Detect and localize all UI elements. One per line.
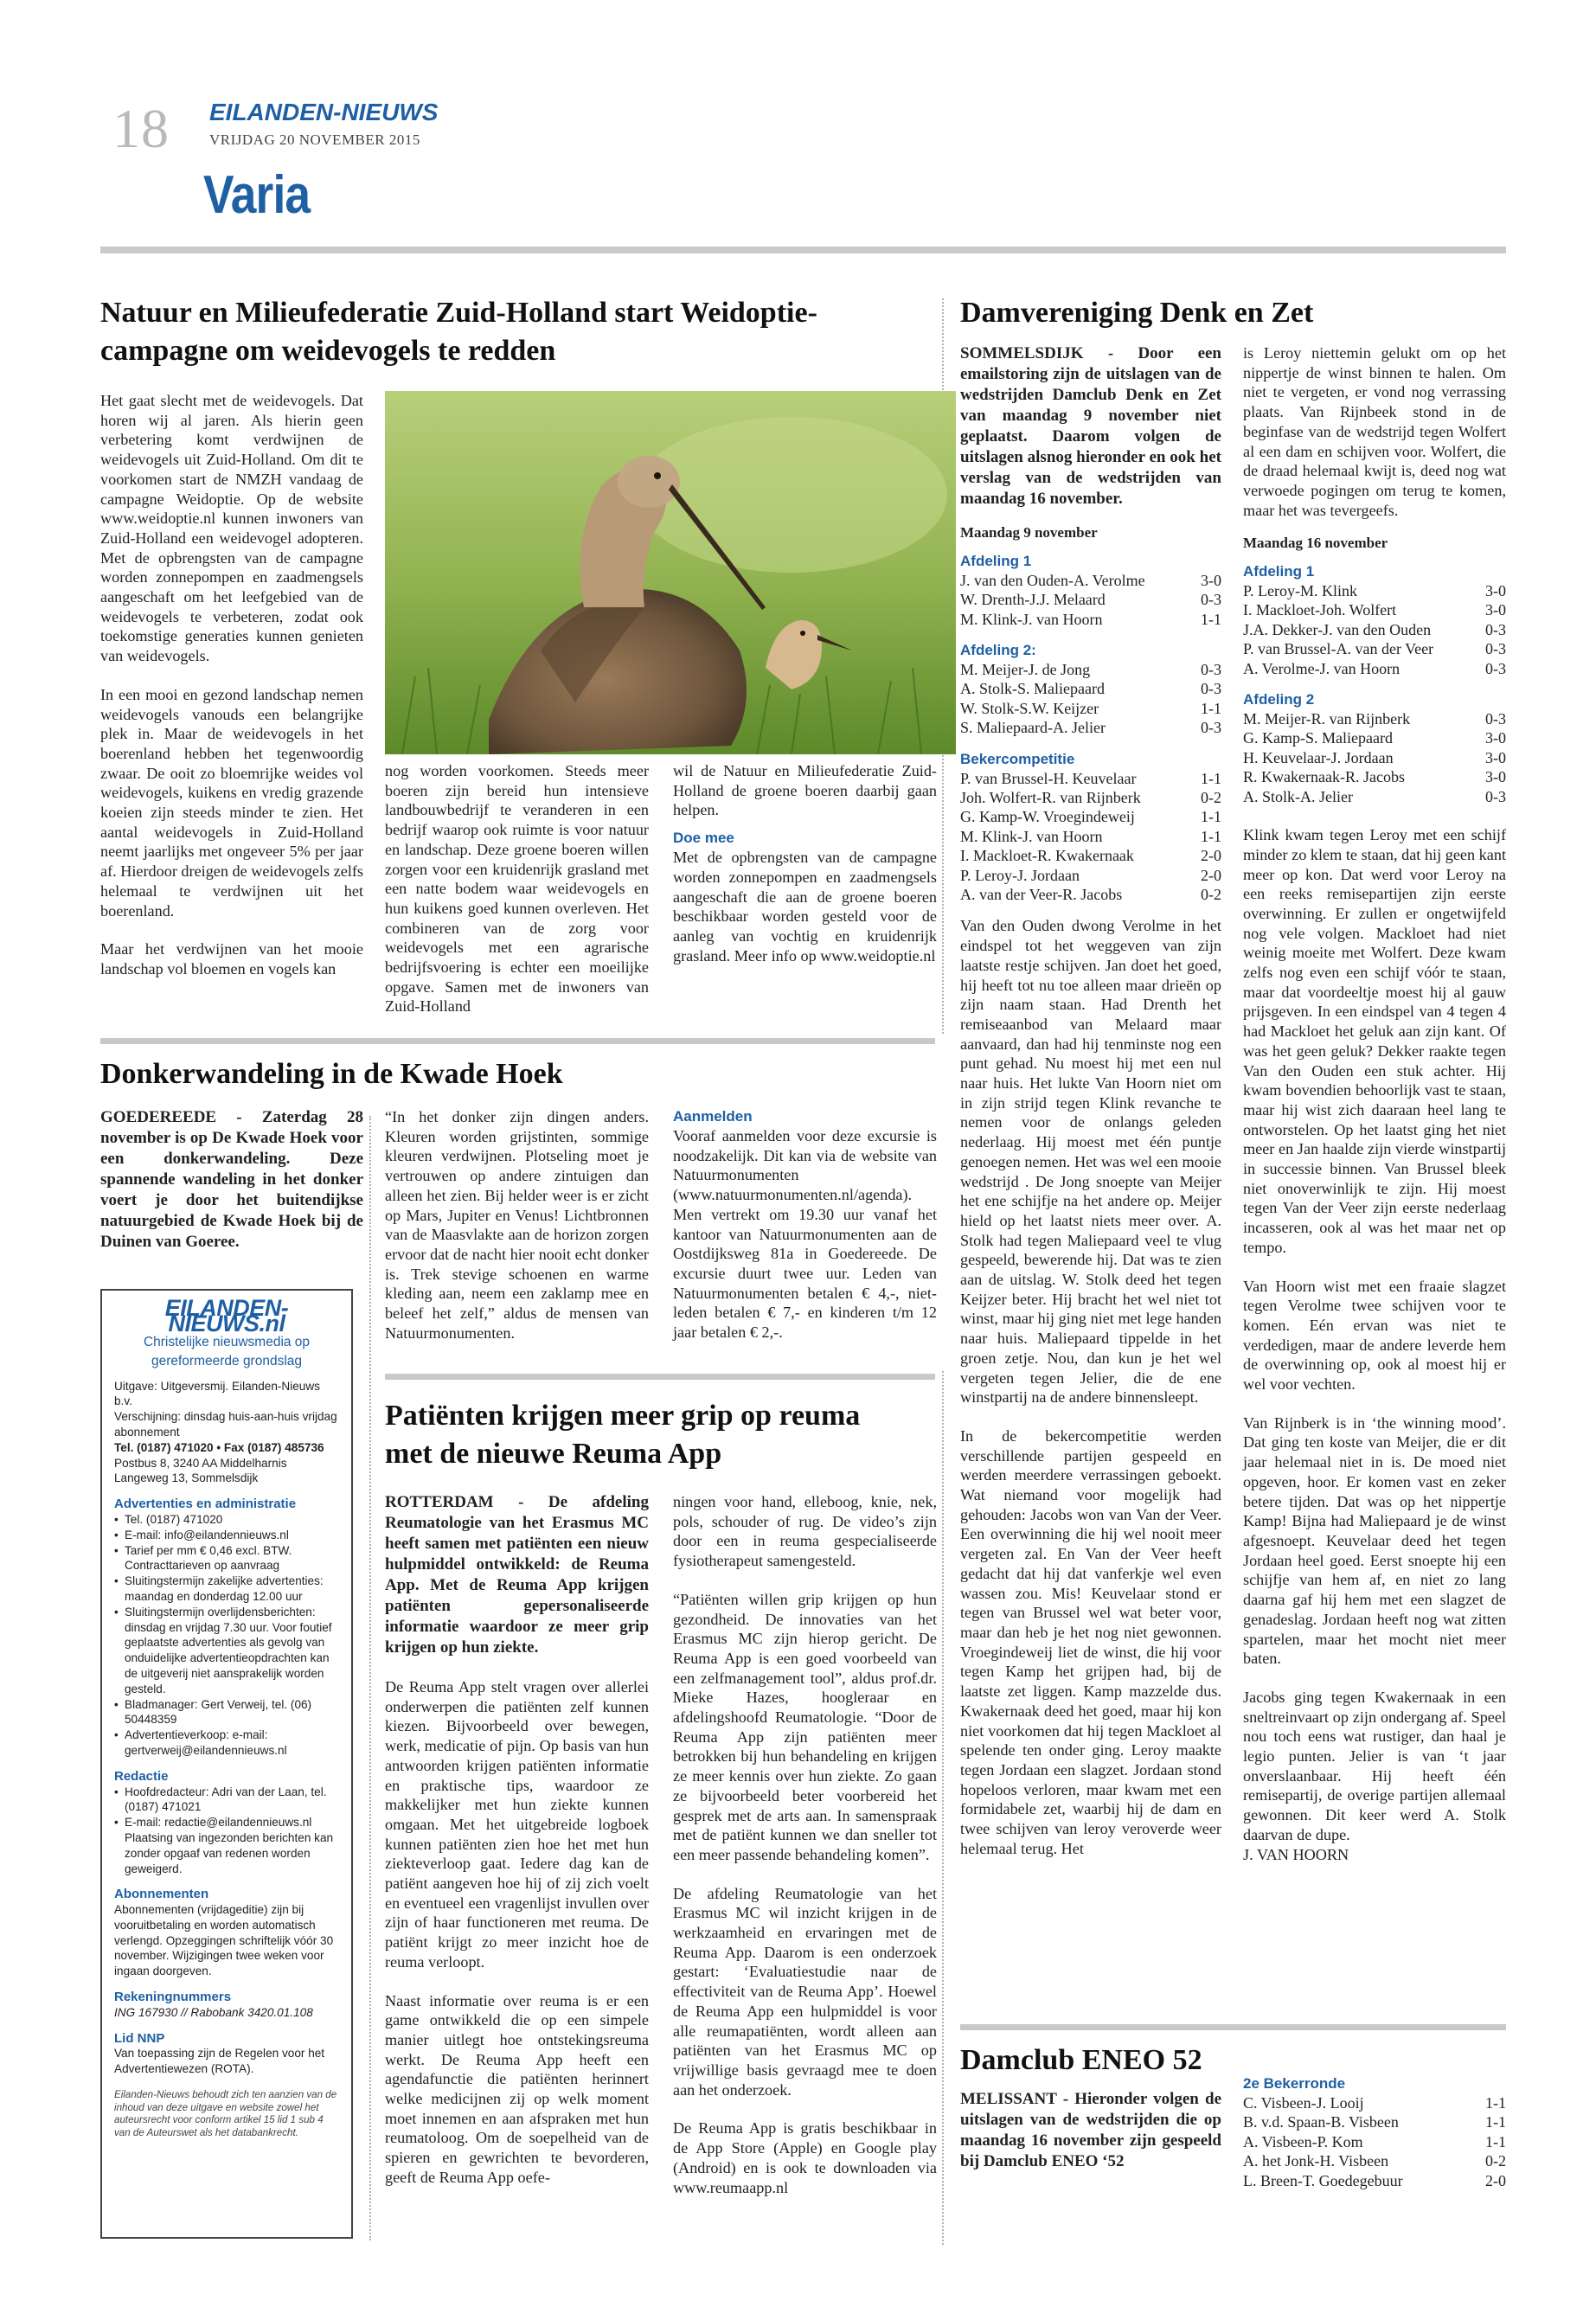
- match-score: 3-0: [1485, 729, 1506, 747]
- match-score: 3-0: [1485, 768, 1506, 786]
- phone-fax: Tel. (0187) 471020 • Fax (0187) 485736: [114, 1440, 324, 1454]
- result-row: [960, 571, 1221, 590]
- newspaper-logo: EILANDEN-NIEUWS: [209, 99, 439, 125]
- street-address: Langeweg 13, Sommelsdijk: [114, 1471, 259, 1485]
- match-players: G. Kamp-S. Maliepaard: [1243, 729, 1393, 747]
- list-item: • Bladmanager: Gert Verweij, tel. (06) 50448359: [114, 1697, 339, 1728]
- match-players: M. Meijer-R. van Rijnberk: [1243, 710, 1411, 728]
- match-players: P. van Brussel-A. van der Veer: [1243, 640, 1434, 658]
- article-column: [385, 1107, 649, 1362]
- advertising-list: [114, 1512, 339, 1759]
- result-row: [1243, 600, 1506, 619]
- result-row: [1243, 639, 1506, 658]
- result-row: [960, 788, 1221, 807]
- postal-address: Postbus 8, 3240 AA Middelharnis: [114, 1456, 287, 1470]
- match-players: P. van Brussel-H. Keuvelaar: [960, 769, 1137, 787]
- article-column: [673, 1107, 937, 1362]
- paragraph: Het gaat slecht met de weidevogels. Dat horen wij al jaren. Als hierin geen verbetering komt verdwijnen de weidevogels uit Zuid-Holland. Om dit te voorkomen start de NMZH vandaag de campagne Weidoptie. Op de website www.weidoptie.nl kunnen inwoners van Zuid-Holland een weidevogel adopteren. Met de opbrengsten van de campagne worden zonnepompen en zaadmengsels aangeschaft om het leefgebied van de weidevogels te verbeteren, zodat ook toekomstige generaties kunnen genieten van weidevogels.: [100, 392, 363, 665]
- match-score: 3-0: [1485, 601, 1506, 619]
- paragraph: Jacobs ging tegen Kwakernaak in een sneltreinvaart op zijn ondergang af. Speel nou toch eens wat rustiger, dan haal je legio punten. Jelier is van ‘t jaar onverslaanbaar. Hij heeft één remisepartij, de overige partijen allemaal gewonnen. Dit keer werd A. Stolk daarvan de dupe.: [1243, 1688, 1506, 1843]
- match-score: 1-1: [1201, 827, 1221, 845]
- subheading: Aanmelden: [673, 1108, 753, 1125]
- section-title: Varia: [203, 165, 311, 225]
- result-row: [960, 827, 1221, 846]
- result-row: [1243, 767, 1506, 786]
- article-lead: ROTTERDAM - De afdeling Reumatologie van het Erasmus MC heeft samen met patiënten een nieuw hulpmiddel ontwikkeld: de Reuma App. Met de Reuma App krijgen patiënten gepersonaliseerde informatie waardoor ze meer grip krijgen op hun ziekte.: [385, 1493, 649, 1657]
- colophon-subhead: Redactie: [114, 1768, 169, 1784]
- paragraph: “In het donker zijn dingen anders. Kleuren worden grijstinten, sommige kleuren verdwijnen. Plotseling moet je vertrouwen op andere zintuigen dan alleen het zien. Bij helder weer is er zicht op Mars, Jupiter en Venus! Lichtbronnen van de Maasvlakte aan de horizon zorgen ervoor dat de nacht hier nooit echt donker is. Trek stevige schoenen en warme kleding aan, neem een zaklamp mee en beleef het zelf,” aldus de mensen van Natuurmonumenten.: [385, 1108, 649, 1342]
- result-row: [960, 660, 1221, 679]
- subheading: Doe mee: [673, 830, 734, 847]
- page-number: 18: [112, 98, 170, 159]
- article-headline: Damclub ENEO 52: [960, 2044, 1202, 2076]
- list-item: • E-mail: info@eilandennieuws.nl: [114, 1528, 339, 1543]
- paragraph: Van den Ouden dwong Verolme in het eindspel tot het weggeven van zijn laatste restje schijven. Jan doet het goed, hij heeft tot nu toe alleen maar drieën op zijn naam staan. Had Drenth het remiseaanbod van Melaard maar aanvaard, dan had hij tenminste nog een punt gehad. Nu moest hij met een nul naar huis. Het lukte Van Hoorn niet om in zijn strijd tegen Klink revanche te nemen voor de onlangs geleden nederlaag. Hij moest met één puntje genoegen nemen. Het was wel een mooie wedstrijd . De Jong snoepte van Meijer het ene schijfje na het andere op. Meijer hield op het laatst niets meer over. A. Stolk had tegen Maliepaard veel te vlug gespeeld, bewerende hij. Dat was te zien aan de uitslag. W. Stolk deed het tegen Keijzer beter. Hij bracht het wel niet tot winst, maar hij ging niet met lege handen naar huis. Maliepaard tippelde in het groen zetje. Nou, dan kun je het wel vergeten tegen Jelier, die de ene winstpartij na de andere binnensleept.: [960, 917, 1221, 1407]
- match-score: 0-3: [1201, 591, 1221, 609]
- date-heading: Maandag 16 november: [1243, 535, 1388, 552]
- match-players: P. Leroy-J. Jordaan: [960, 866, 1080, 884]
- article-headline: [100, 294, 931, 370]
- headline-line-2: met de nieuwe Reuma App: [385, 1438, 722, 1470]
- list-item: • E-mail: redactie@eilandennieuws.nl Plaatsing van ingezonden berichten kan zonder opgaaf van redenen worden geweigerd.: [114, 1815, 339, 1876]
- paragraph: Klink kwam tegen Leroy met een schijf minder zo klem te staan, dat hij geen kant meer op kon. Dat werd voor Leroy na een reeks remisepartijen zijn eerste overwinning. Er zullen er ongetwijfeld nog vele volgen. Mackloet had niet weinig moeite met Wolfert. Deze kwam zelfs nog even een schijf vóór te staan, maar dat voordeeltje moest hij al gauw prijsgeven. In een eindspel van 4 tegen 4 had Mackloet het geluk aan zijn kant. Of was het geen geluk? Dekker raakte tegen Van den Ouden een stuk achter. Hij kwam bovendien behoorlijk vast te staan, maar hij wist zich daaraan heel lang te ontworstelen. Op het laatst ging het niet meer en Jan haalde zijn vierde winstpartij in successie binnen. Van Brussel bleek niet onoverwinlijk te zijn. Hij moest tegen Van der Veer zijn eerste nederlaag incasseren, ook al was het maar net op tempo.: [1243, 826, 1506, 1256]
- article-headline: Donkerwandeling in de Kwade Hoek: [100, 1058, 563, 1090]
- result-row: [1243, 787, 1506, 806]
- match-score: 1-1: [1485, 2113, 1506, 2131]
- issue-date: VRIJDAG 20 NOVEMBER 2015: [209, 131, 420, 148]
- result-row: [1243, 2132, 1506, 2151]
- column-divider: [942, 1371, 944, 2245]
- article-column: [673, 1492, 937, 2216]
- column-divider: [369, 1116, 371, 2240]
- headline-line-2: campagne om weidevogels te redden: [100, 335, 556, 367]
- result-row: [960, 610, 1221, 629]
- results-column: [960, 343, 1221, 1877]
- match-players: M. Klink-J. van Hoorn: [960, 827, 1103, 845]
- match-players: M. Klink-J. van Hoorn: [960, 610, 1103, 628]
- result-row: [1243, 581, 1506, 600]
- match-score: 2-0: [1201, 847, 1221, 865]
- match-score: 3-0: [1485, 582, 1506, 600]
- article-column: [385, 1492, 649, 2207]
- list-item: • Tel. (0187) 471020: [114, 1512, 339, 1528]
- colophon-subhead: Rekeningnummers: [114, 1990, 232, 2005]
- match-score: 0-2: [1201, 788, 1221, 806]
- article-lead: GOEDEREEDE - Zaterdag 28 november is op De Kwade Hoek voor een donkerwandeling. Deze spannende wandeling in het donker voert je door het buitendijkse natuurgebied de Kwade Hoek bij de Duinen van Goeree.: [100, 1108, 363, 1251]
- colophon-box: [100, 1289, 353, 2239]
- results-group-title: Afdeling 1: [1243, 563, 1315, 580]
- section-rule: [100, 1038, 935, 1044]
- match-players: M. Meijer-J. de Jong: [960, 660, 1091, 678]
- result-row: [960, 846, 1221, 865]
- result-row: [1243, 2171, 1506, 2190]
- match-players: A. het Jonk-H. Visbeen: [1243, 2152, 1389, 2170]
- colophon-subhead: Abonnementen: [114, 1887, 209, 1902]
- match-score: 0-3: [1485, 787, 1506, 805]
- match-score: 1-1: [1201, 769, 1221, 787]
- match-score: 3-0: [1485, 748, 1506, 766]
- result-row: [960, 679, 1221, 698]
- result-row: [1243, 659, 1506, 678]
- colophon-subhead: Lid NNP: [114, 2030, 165, 2046]
- paragraph: De Reuma App stelt vragen over allerlei onderwerpen die patiënten zelf kunnen kiezen. Bijvoorbeeld over bewegen, werk, medicatie of pijn. Op basis van hun antwoorden krijgen patiënten informatie en praktische tips, waardoor ze makkelijker met hun ziekte kunnen omgaan. Met het uitgebreide logboek kunnen patiënten zien hoe het met hun ziekteverloop gaat. Iedere dag kan de patiënt aangeven hoe hij of zij zich voelt en eventueel een vragenlijst invullen over zijn of haar functioneren met reuma. De patiënt krijgt zo meer inzicht hoe de reuma verloopt.: [385, 1678, 649, 1971]
- results-list: [960, 552, 1221, 905]
- result-row: [1243, 2093, 1506, 2112]
- godwit-photo: [385, 391, 956, 754]
- results-column: [1243, 343, 1506, 1864]
- paragraph: “Patiënten willen grip krijgen op hun gezondheid. De innovaties van het Erasmus MC zijn hierop gericht. De Reuma App is een goed voorbeeld van een zelfmanagement tool”, aldus prof.dr. Mieke Hazes, hoogleraar en afdelingshoofd Reumatologie. “Door de Reuma App zijn patiënten meer betrokken bij hun behandeling en krijgen ze meer kennis over hun ziekte. Zo gaan ze bijvoorbeeld beter voorbereid het gesprek met de arts aan. In samenspraak met de patiënt kunnen we dan sneller tot een meer passende behandeling komen”.: [673, 1590, 937, 1863]
- match-score: 0-3: [1201, 680, 1221, 698]
- article-lead: MELISSANT - Hieronder volgen de uitslagen van de wedstrijden die op maandag 16 november zijn gespeeld bij Damclub ENEO ‘52: [960, 2090, 1221, 2170]
- paragraph: Maar het verdwijnen van het mooie landschap vol bloemen en vogels kan: [100, 940, 363, 977]
- match-players: A. Stolk-A. Jelier: [1243, 787, 1353, 805]
- match-players: J.A. Dekker-J. van den Ouden: [1243, 620, 1432, 638]
- match-players: A. Verolme-J. van Hoorn: [1243, 659, 1401, 677]
- list-item: • Sluitingstermijn zakelijke advertenties: maandag en donderdag 12.00 uur: [114, 1574, 339, 1605]
- match-score: 1-1: [1485, 2094, 1506, 2112]
- paragraph: wil de Natuur en Milieufederatie Zuid-Holland de groene boeren daarbij gaan helpen.: [673, 762, 937, 819]
- match-players: A. Visbeen-P. Kom: [1243, 2132, 1363, 2150]
- paragraph: In een mooi en gezond landschap nemen weidevogels vanouds een belangrijke plek in. Maar de weidevogels in het boerenland hebben het tegenwoordig zwaar. De ooit zo bloemrijke weides vol weidevogels, kuikens en vredig grazende koeien zijn steeds minder te zien. Het aantal weidevogels in Zuid-Holland neemt jaarlijks met ongeveer 5% per jaar af. Hierdoor dreigen de weidevogels zelfs helemaal te verdwijnen uit het boerenland.: [100, 685, 364, 920]
- copyright-note: Eilanden-Nieuws behoudt zich ten aanzien van de inhoud van deze uitgave en website zowel het auteursrecht voor conform artikel 15 lid 1 sub 4 van de Auteurswet als het databankrecht.: [114, 2089, 337, 2138]
- paragraph: De afdeling Reumatologie van het Erasmus MC wil inzicht krijgen in de werkzaamheid en ervaringen met de Reuma App. Daarom is een onderzoek gestart: ‘Evaluatiestudie naar de effectiviteit van de Reuma App’. Hoewel de Reuma App een hulpmiddel is voor alle reumapatiënten, wordt alleen aan patiënten van het Erasmus MC op vrijwillige basis gevraagd mee te doen aan het onderzoek.: [673, 1884, 937, 2099]
- results-group-title: 2e Bekerronde: [1243, 2075, 1346, 2092]
- match-score: 2-0: [1485, 2171, 1506, 2189]
- article-lead: SOMMELSDIJK - Door een emailstoring zijn de uitslagen van de wedstrijden Damclub Denk en Zet van maandag 9 november niet geplaatst. Daarom volgen de uitslagen alsnog hieronder en ook het verslag van de wedstrijden van maandag 16 november.: [960, 344, 1221, 508]
- results-column: [1243, 2074, 1506, 2190]
- match-score: 3-0: [1201, 571, 1221, 589]
- tagline: Christelijke nieuwsmedia op: [143, 1334, 311, 1349]
- result-row: [960, 866, 1221, 885]
- result-row: [1243, 2112, 1506, 2131]
- header-rule: [100, 247, 1506, 253]
- match-players: R. Kwakernaak-R. Jacobs: [1243, 768, 1405, 786]
- editorial-list: [114, 1785, 339, 1877]
- match-players: A. van der Veer-R. Jacobs: [960, 885, 1123, 903]
- match-score: 0-3: [1485, 659, 1506, 677]
- bank-accounts: ING 167930 // Rabobank 3420.01.108: [114, 2005, 313, 2019]
- result-row: [1243, 709, 1506, 728]
- match-players: H. Keuvelaar-J. Jordaan: [1243, 748, 1394, 766]
- paragraph: is Leroy niettemin gelukt om op het nippertje de winst binnen te halen. Om niet te vergeten, er vond nog verrassing plaats. Van Rijnbeek stond in de beginfase van de wedstrijd tegen Wolfert al een dam en schijven voor. Wolfert, die de draad helemaal kwijt is, deed nog wat verwoede pogingen om terug te komen, maar het was tevergeefs.: [1243, 344, 1506, 519]
- match-score: 0-3: [1485, 640, 1506, 658]
- match-players: W. Drenth-J.J. Melaard: [960, 591, 1106, 609]
- paragraph: Met de opbrengsten van de campagne worden zonnepompen en zaadmengsels aangeschaft die aan de groene boeren beschikbaar worden gesteld voor de aanleg van vochtig en kruidenrijk grasland. Meer info op www.weidoptie.nl: [673, 849, 937, 965]
- match-players: P. Leroy-M. Klink: [1243, 582, 1357, 600]
- result-row: [1243, 620, 1506, 639]
- match-players: A. Stolk-S. Maliepaard: [960, 680, 1105, 698]
- subscription-text: Abonnementen (vrijdageditie) zijn bij vooruitbetaling en worden automatisch verlengd. Opzeggingen schriftelijk vóór 30 november. Wijzigingen twee weken voor ingaan doorgeven.: [114, 1903, 334, 1978]
- results-group-title: Afdeling 2: [1243, 691, 1315, 708]
- colophon-subhead: Advertenties en administratie: [114, 1497, 297, 1512]
- result-row: [960, 807, 1221, 826]
- paragraph: nog worden voorkomen. Steeds meer boeren zijn bereid hun intensieve landbouwbedrijf te veranderen in een bedrijf waarop ook ruimte is voor natuur en landschap. Deze groene boeren willen zorgen voor een kruidenrijk grasland met een natte bodem waar weidevogels en hun kuikens goed kunnen overleven. Het combineren van de zorg voor weidevogels met een agrarische bedrijfsvoering is echter een moeilijke opgave. Samen met de inwoners van Zuid-Holland: [385, 762, 649, 1016]
- article-column: [100, 391, 363, 998]
- match-score: 1-1: [1201, 610, 1221, 628]
- paragraph: Naast informatie over reuma is er een game ontwikkeld die op een simpele manier uitlegt hoe ontstekingsreuma werkt. De Reuma App heeft een agendafunctie die patiënten herinnert welke medicijnen zij op welk moment moet innemen en aan afspraken met hun reumatoloog. Om de soepelheid van de spieren en gewrichten te bevorderen, geeft de Reuma App oefe-: [385, 1991, 649, 2186]
- match-players: W. Stolk-S.W. Keijzer: [960, 699, 1099, 717]
- date-heading: Maandag 9 november: [960, 524, 1098, 541]
- section-rule: [960, 2024, 1506, 2030]
- results-list: [1243, 562, 1506, 806]
- paragraph: In de bekercompetitie werden verschillende partijen gespeeld en werden meerdere verrassingen geboekt. Wat niemand voor mogelijk had gehouden: Jacobs won van Van der Veer. Een overwinning die hij wel nooit meer vergeten zal. En Van der Veer heeft gedacht dat hij dat vanferkje wel even wassen zou. Mis! Keuvelaar stond er tegen van Brussel wel wat beter voor, maar dan heb je het nog niet gewonnen. Vroegindeweij liet de winst, die hij voor tegen Kamp het grijpen had, bij de laatste zet liggen. Kamp mazzelde dus. Kwakernaak deed het goed, maar hij kon niet voorkomen dat hij tegen Mackloet al spelende ten onder ging. Leroy maakte tegen Jordaan een slagzet. Jordaan stond hopeloos verloren, maar kwam met een formidabele zet, waarbij hij de dam en twee schijven van leroy veroverde weer helemaal terug. Het: [960, 1426, 1221, 1857]
- match-players: S. Maliepaard-A. Jelier: [960, 719, 1106, 737]
- article-column: [385, 761, 649, 1035]
- result-row: [1243, 728, 1506, 747]
- match-score: 0-3: [1201, 660, 1221, 678]
- colophon-logo: EILANDEN-NIEUWS.nl: [164, 1295, 289, 1336]
- result-row: [960, 699, 1221, 718]
- results-group-title: Afdeling 1: [960, 552, 1032, 569]
- results-list: [1243, 2074, 1506, 2190]
- paragraph: Vooraf aanmelden voor deze excursie is noodzakelijk. Dit kan via de website van Natuurmonumenten (www.natuurmonumenten.nl/agenda). Men vertrekt om 19.30 uur vanaf het kantoor van Natuurmonumenten aan de Oostdijksweg 81a in Goedereede. De excursie duurt twee uur. Leden van Natuurmonumenten betalen € 4,-, niet-leden betalen € 7,- en kinderen t/m 12 jaar betalen € 2,-.: [673, 1127, 937, 1342]
- match-players: J. van den Ouden-A. Verolme: [960, 571, 1145, 589]
- paragraph: ningen voor hand, elleboog, knie, nek, pols, schouder of rug. De video’s zijn door een in reuma gespecialiseerde fysiotherapeut samengesteld.: [673, 1493, 937, 1570]
- publication-days: Verschijning: dinsdag huis-aan-huis vrijdag abonnement: [114, 1410, 337, 1439]
- match-players: G. Kamp-W. Vroegindeweij: [960, 808, 1135, 826]
- byline: J. VAN HOORN: [1243, 1845, 1349, 1863]
- list-item: • Sluitingstermijn overlijdensberichten: dinsdag en vrijdag 7.30 uur. Voor foutief geplaatste advertenties als gevolg van onduidelijke advertentieopdrachten kan de uitgeverij niet aansprakelijk worden gesteld.: [114, 1605, 339, 1697]
- list-item: • Advertentieverkoop: e-mail: gertverweij@eilandennieuws.nl: [114, 1727, 339, 1759]
- match-score: 0-2: [1201, 885, 1221, 903]
- result-row: [960, 718, 1221, 737]
- results-group-title: Bekercompetitie: [960, 750, 1075, 767]
- list-item: • Tarief per mm € 0,46 excl. BTW. Contracttarieven op aanvraag: [114, 1543, 339, 1574]
- match-players: Joh. Wolfert-R. van Rijnberk: [960, 788, 1141, 806]
- paragraph: Van Rijnberk is in ‘the winning mood’. Dat ging ten koste van Meijer, die er dit jaar helemaal niet in is. De moed niet opgeven, hoor. Er komen vast en zeker betere tijden. Dat was op het nippertje Kamp! Bijna had Maliepaard je de winst afgesnoept. Keuvelaar deed het tegen Jordaan heel goed. Eerst snoepte hij een schijfje van hem af, en niet zo lang daarna gaf hij hem met een slagzet de genadeslag. Jordaan heeft nog wat zitten spartelen, maar het mocht niet meer baten.: [1243, 1413, 1506, 1668]
- match-players: B. v.d. Spaan-B. Visbeen: [1243, 2113, 1399, 2131]
- section-rule: [385, 1374, 935, 1380]
- match-score: 1-1: [1201, 699, 1221, 717]
- article-headline: [385, 1397, 935, 1473]
- result-row: [960, 769, 1221, 788]
- result-row: [1243, 2151, 1506, 2170]
- paragraph: Van Hoorn wist met een fraaie slagzet tegen Verolme twee schijven voor te komen. Eén ervan was niet te verdedigen, maar de andere leverde hem de overwinning op, ook al moest hij er wel voor vechten.: [1243, 1277, 1506, 1394]
- list-item: • Hoofdredacteur: Adri van der Laan, tel. (0187) 471021: [114, 1785, 339, 1816]
- nnp-text: Van toepassing zijn de Regelen voor het Advertentiewezen (ROTA).: [114, 2047, 325, 2076]
- match-players: I. Mackloet-Joh. Wolfert: [1243, 601, 1397, 619]
- match-score: 1-1: [1201, 808, 1221, 826]
- headline-line-1: Natuur en Milieufederatie Zuid-Holland start Weidoptie-: [100, 297, 817, 329]
- headline-line-1: Patiënten krijgen meer grip op reuma: [385, 1400, 861, 1432]
- match-score: 0-3: [1485, 710, 1506, 728]
- match-players: C. Visbeen-J. Looij: [1243, 2094, 1364, 2112]
- results-group-title: Afdeling 2:: [960, 641, 1036, 658]
- match-score: 0-2: [1485, 2152, 1506, 2170]
- paragraph: De Reuma App is gratis beschikbaar in de App Store (Apple) en Google play (Android) en is ook te downloaden via www.reumaapp.nl: [673, 2119, 937, 2196]
- match-score: 2-0: [1201, 866, 1221, 884]
- tagline: gereformeerde grondslag: [151, 1353, 303, 1368]
- match-players: L. Breen-T. Goedegebuur: [1243, 2171, 1403, 2189]
- article-column: [673, 761, 937, 984]
- result-row: [1243, 748, 1506, 767]
- result-row: [960, 590, 1221, 609]
- match-score: 1-1: [1485, 2132, 1506, 2150]
- match-score: 0-3: [1201, 719, 1221, 737]
- match-score: 0-3: [1485, 620, 1506, 638]
- match-players: I. Mackloet-R. Kwakernaak: [960, 847, 1134, 865]
- article-headline: Damvereniging Denk en Zet: [960, 297, 1314, 329]
- publisher: Uitgave: Uitgeversmij. Eilanden-Nieuws b.v.: [114, 1379, 320, 1408]
- result-row: [960, 885, 1221, 904]
